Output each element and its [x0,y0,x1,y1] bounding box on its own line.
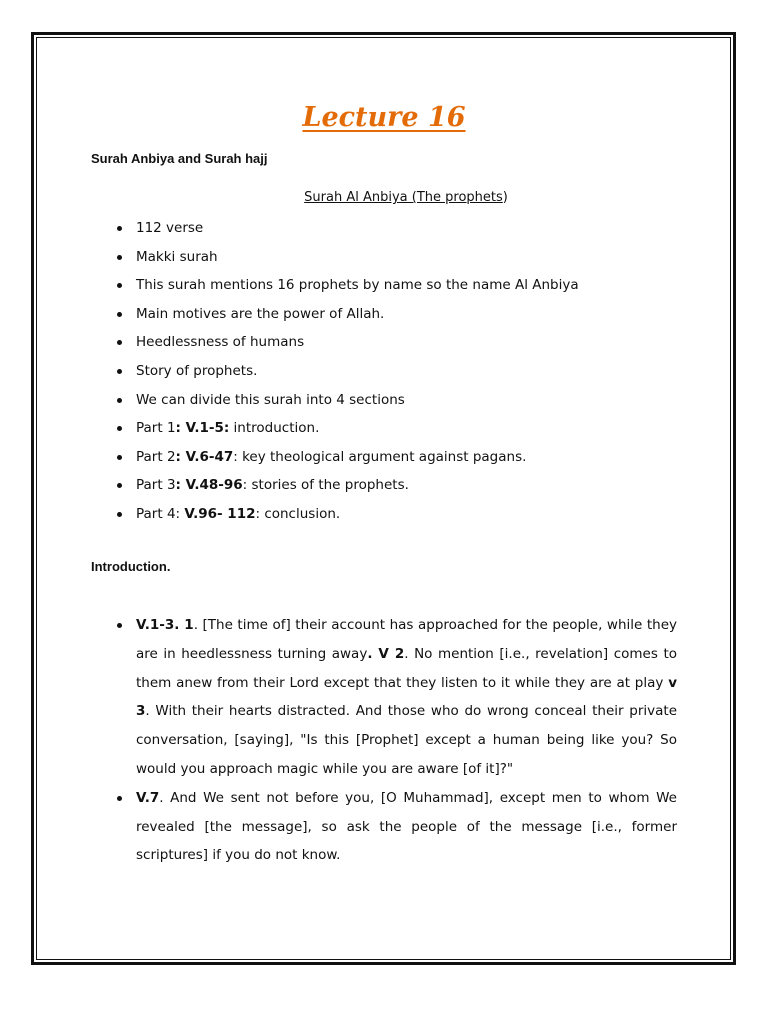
section-title-text: Surah Al Anbiya (The prophets [304,190,503,205]
verse-ref: V.7 [136,789,160,806]
list-item: Part 3: V.48-96: stories of the prophets. [117,471,579,500]
list-item: We can divide this surah into 4 sections [117,386,579,415]
surah-facts-list [117,214,579,529]
verse-ref: V.1-3. 1 [136,617,194,633]
list-item: This surah mentions 16 prophets by name so the name Al Anbiya [117,271,579,300]
list-item: V.7. And We sent not before you, [O Muhammad], except men to whom We revealed [the message], so ask the people of the message [i.e., former scriptures] if you do not know. [117,784,677,870]
list-item: Part 1: V.1-5: introduction. [117,414,579,443]
verse-ref: v 3 [136,674,677,720]
verse-range: : V.48-96 [175,477,243,494]
document-subtitle: Surah Anbiya and Surah hajj [91,151,268,166]
verse-ref: . V 2 [367,645,405,662]
verse-range: : V.6-47 [175,448,234,465]
list-item: Main motives are the power of Allah. [117,300,579,329]
list-item: Heedlessness of humans [117,328,579,357]
list-item: Part 2: V.6-47: key theological argument against pagans. [117,443,579,472]
lecture-title: Lecture 16 [302,102,466,133]
list-item: V.1-3. 1. [The time of] their account has approached for the people, while they are in heedlessness turning away. V 2. No mention [i.e., revelation] comes to them anew from their Lord except that they listen to it while they are at play v 3. With their hearts distracted. And those who do wrong conceal their private conversation, [saying], "Is this [Prophet] except a human being like you? So would you approach magic while you are aware [of it]?" [117,611,677,784]
verse-range: : V.1-5: [175,420,230,437]
section-title [0,189,768,207]
introduction-heading: Introduction. [91,559,171,574]
list-item: 112 verse [117,214,579,243]
section-title-suffix: ) [502,190,508,205]
verses-list [117,611,677,870]
list-item: Story of prophets. [117,357,579,386]
list-item: Makki surah [117,243,579,272]
verse-range: V.96- 112 [184,505,256,522]
list-item: Part 4: V.96- 112: conclusion. [117,500,579,529]
